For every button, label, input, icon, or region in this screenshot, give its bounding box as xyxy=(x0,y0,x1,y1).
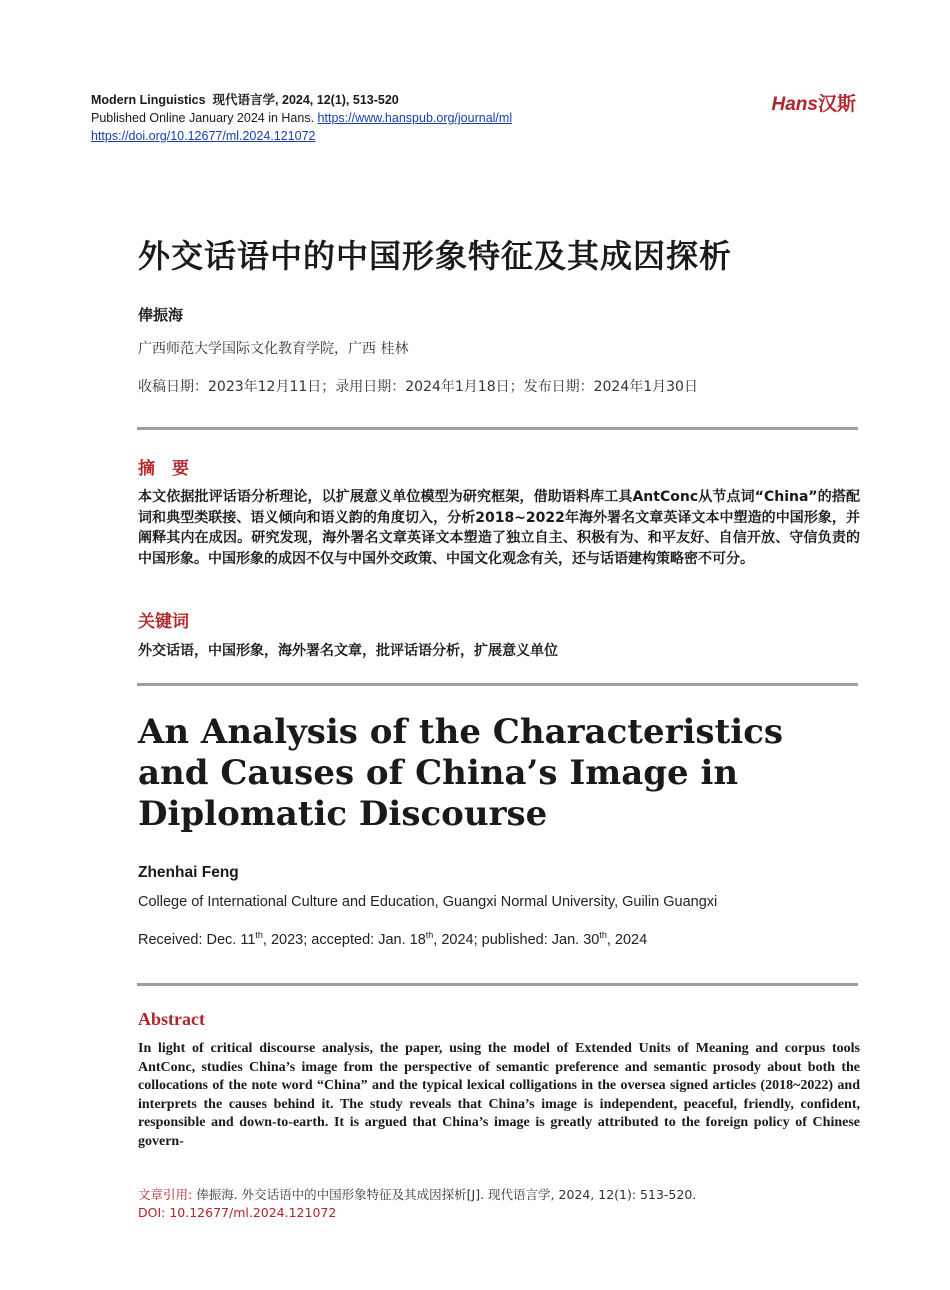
hans-logo xyxy=(772,89,856,116)
citation-label: 文章引用: xyxy=(138,1187,193,1202)
received-label: Received: Dec. 11 xyxy=(138,931,256,948)
divider-2 xyxy=(137,683,858,686)
logo-text-cn: 汉斯 xyxy=(817,94,856,115)
journal-name-en: Modern Linguistics xyxy=(91,93,206,107)
published-prefix: Published Online January 2024 in Hans. xyxy=(91,111,315,125)
divider-1 xyxy=(137,427,858,430)
abstract-heading-cn: 摘 要 xyxy=(138,459,189,479)
journal-issue: 现代语言学, 2024, 12(1), 513-520 xyxy=(212,93,399,107)
keywords-heading-cn: 关键词 xyxy=(138,612,189,632)
keywords-cn: 外交话语，中国形象，海外署名文章，批评话语分析，扩展意义单位 xyxy=(138,643,558,659)
abstract-heading-en: Abstract xyxy=(138,1009,205,1029)
dates-cn: 收稿日期：2023年12月11日；录用日期：2024年1月18日；发布日期：2024年1月30日 xyxy=(138,379,698,395)
journal-header xyxy=(91,92,399,109)
page-title-en: An Analysis of the Characteristics and Causes of China’s Image in Diplomatic Discourse xyxy=(138,712,784,834)
citation-doi: DOI: 10.12677/ml.2024.121072 xyxy=(138,1205,337,1220)
author-cn: 俸振海 xyxy=(138,306,184,324)
affiliation-en: College of International Culture and Education, Guangxi Normal University, Guilin Guangxi xyxy=(138,894,718,910)
citation-block xyxy=(138,1186,696,1222)
doi-line xyxy=(91,128,315,145)
author-en: Zhenhai Feng xyxy=(138,864,239,881)
ordinal-3: th xyxy=(599,930,607,940)
dates-en xyxy=(138,930,647,948)
ordinal-2: th xyxy=(425,930,434,940)
divider-3 xyxy=(137,983,858,986)
citation-line xyxy=(138,1186,696,1204)
received-year: , 2023; accepted: Jan. 18 xyxy=(262,931,426,948)
journal-link[interactable]: https://www.hanspub.org/journal/ml xyxy=(317,111,513,125)
published-year: , 2024 xyxy=(606,931,648,948)
published-line xyxy=(91,110,512,127)
abstract-en: In light of critical discourse analysis, the paper, using the model of Extended Units of Meaning and corpus tools AntConc, studies China’s image from the perspective of semantic preference and semantic prosody about both the collocations of the note word “China” and the typical lexical colligations in the oversea signed articles (2018~2022) and interprets the causes behind it. The study reveals that China’s image is independent, peaceful, friendly, confident, responsible and down-to-earth. It is argued that China’s image is greatly attributed to the foreign policy of Chinese govern- xyxy=(138,1041,860,1149)
logo-text-en: Hans xyxy=(771,94,818,115)
ordinal-1: th xyxy=(255,930,263,940)
doi-link[interactable]: https://doi.org/10.12677/ml.2024.121072 xyxy=(91,129,316,143)
abstract-cn: 本文依据批评话语分析理论，以扩展意义单位模型为研究框架，借助语料库工具AntConc从节点词“China”的搭配词和典型类联接、语义倾向和语义韵的角度切入，分析2018~2022年海外署名文章英译文本中塑造的中国形象，并阐释其内在成因。研究发现，海外署名文章英译文本塑造了独立自主、积极有为、和平友好、自信开放、守信负责的中国形象。中国形象的成因不仅与中国外交政策、中国文化观念有关，还与话语建构策略密不可分。 xyxy=(138,489,860,567)
affiliation-cn: 广西师范大学国际文化教育学院，广西 桂林 xyxy=(138,341,409,357)
accepted-year: , 2024; published: Jan. 30 xyxy=(433,931,600,948)
page-title-cn: 外交话语中的中国形象特征及其成因探析 xyxy=(138,237,733,275)
citation-text: 俸振海. 外交话语中的中国形象特征及其成因探析[J]. 现代语言学, 2024, 12(1): 513-520. xyxy=(196,1187,697,1202)
